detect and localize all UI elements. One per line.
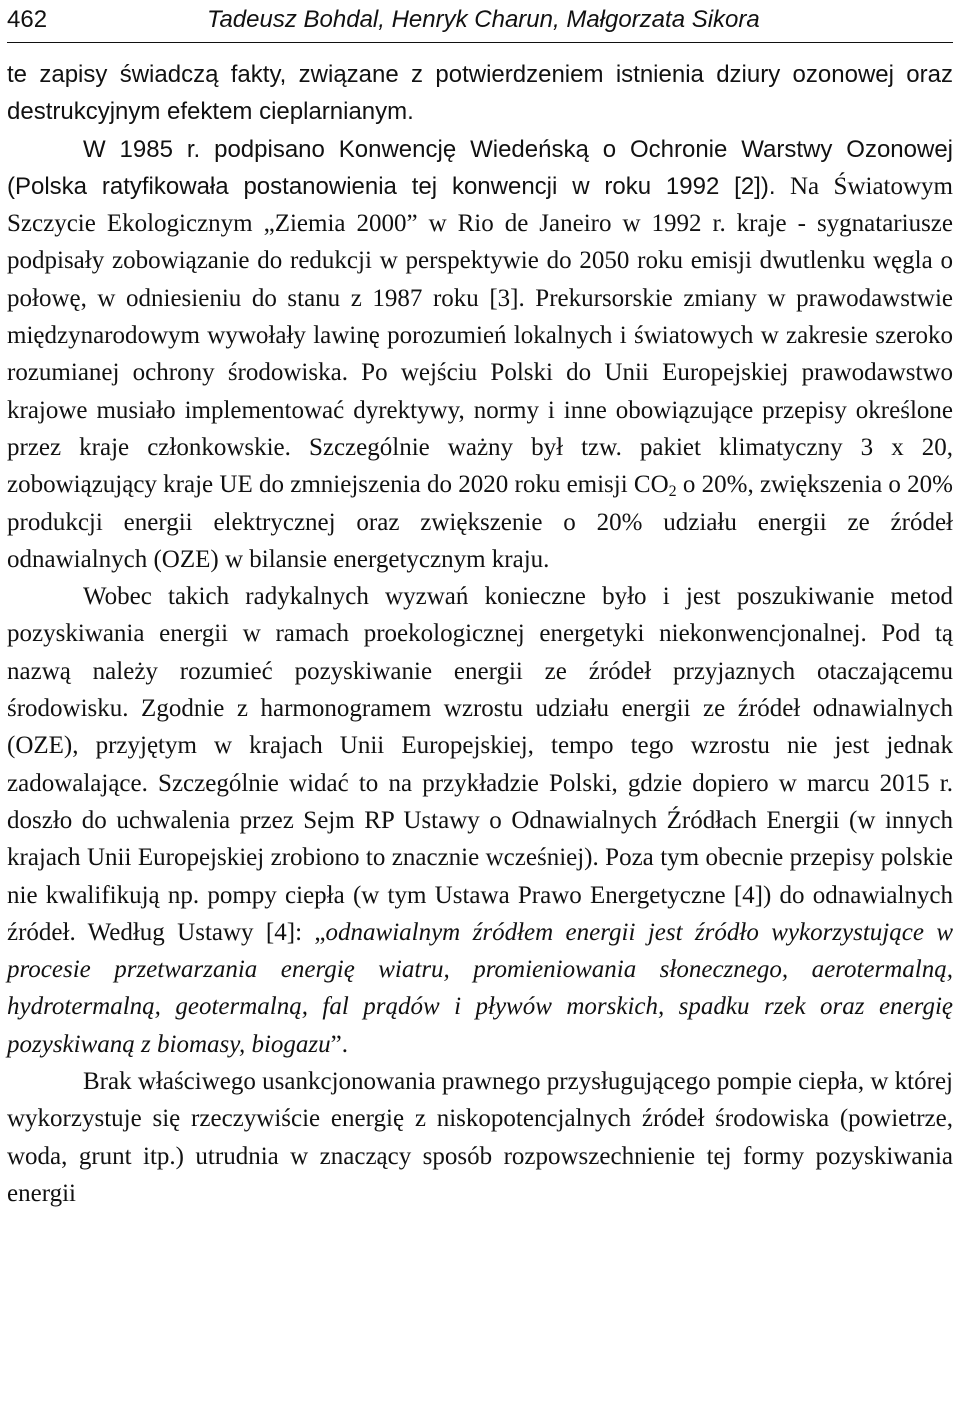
co2-subscript: 2 (668, 483, 677, 501)
paragraph-4-text: Brak właściwego usankcjonowania prawnego przysługującego pompie ciepła, w której wykorzystuje się rzeczywiście energię z niskopotencjalnych źródeł środowiska (powietrze, woda, grunt itp.) utrudnia w znaczący sposób rozpowszechnienie tej formy pozyskiwania energii (7, 1068, 953, 1207)
body-text (7, 56, 953, 1212)
quote-end: ”. (330, 1030, 348, 1058)
paragraph-2-text-a: W 1985 r. podpisano Konwencję Wiedeńską o Ochronie Warstwy Ozonowej (Polska ratyfikowała postanowienia tej konwencji w roku 1992 [2]). (7, 135, 953, 200)
paragraph-3 (7, 578, 953, 1063)
running-head: Tadeusz Bohdal, Henryk Charun, Małgorzata Sikora (207, 6, 760, 33)
paragraph-1 (7, 56, 953, 131)
page-header (7, 0, 953, 43)
paragraph-2 (7, 131, 953, 579)
paragraph-2-text-c: Prekursorskie zmiany w prawodawstwie międzynarodowym wywołały lawinę porozumień lokalnych i światowych w zakresie szeroko rozumianej ochrony środowiska. Po wejściu Polski do Unii Europejskiej prawodawstwo krajowe musiało implementować dyrektywy, normy i inne obowiązujące przepisy określone przez kraje członkowskie. Szczególnie ważny był tzw. pakiet klimatyczny 3 x 20, zobowiązujący kraje UE do zmniejszenia do 2020 roku emisji CO (7, 284, 953, 499)
paragraph-4 (7, 1063, 953, 1212)
page-number: 462 (7, 6, 48, 33)
legal-definition-quote: odnawialnym źródłem energii jest źródło wykorzystujące w procesie przetwarzania energię wiatru, promieniowania słonecznego, aerotermalną, hydrotermalną, geotermalną, fal prądów i pływów morskich, spadku rzek oraz energię pozyskiwaną z biomasy, biogazu (7, 918, 953, 1058)
paragraph-2-text-d: o 20%, zwiększenia o 20% produkcji energii elektrycznej oraz zwiększenie o 20% udziału energii ze źródeł odnawialnych (OZE) w bilansie energetycznym kraju. (7, 471, 954, 573)
paragraph-1-text: te zapisy świadczą fakty, związane z potwierdzeniem istnienia dziury ozonowej oraz destrukcyjnym efektem cieplarnianym. (7, 61, 953, 126)
paragraph-3-text: Wobec takich radykalnych wyzwań konieczne było i jest poszukiwanie metod pozyskiwania energii w ramach proekologicznej energetyki niekonwencjonalnej. Pod tą nazwą należy rozumieć pozyskiwanie energii ze źródeł przyjaznych otaczającemu środowisku. Zgodnie z harmonogramem wzrostu udziału energii ze źródeł odnawialnych (OZE), przyjętym w krajach Unii Europejskiej, tempo tego wzrostu nie jest jednak zadowalające. Szczególnie widać to na przykładzie Polski, gdzie dopiero w marcu 2015 r. doszło do uchwalenia przez Sejm RP Ustawy o Odnawialnych Źródłach Energii (w innych krajach Unii Europejskiej zrobiono to znacznie wcześniej). Poza tym obecnie przepisy polskie nie kwalifikują np. pompy ciepła (w tym Ustawa Prawo Energetyczne [4]) do odnawialnych źródeł. Według Ustawy [4]: „ (7, 583, 953, 946)
paragraph-2-text-b: Na Światowym Szczycie Ekologicznym „Ziemia 2000” w Rio de Janeiro w 1992 r. kraje - sygnatariusze podpisały zobowiązanie do redukcji w perspektywie do 2050 roku emisji dwutlenku węgla o połowę, w odniesieniu do stanu z 1987 roku [3]. (7, 172, 953, 312)
